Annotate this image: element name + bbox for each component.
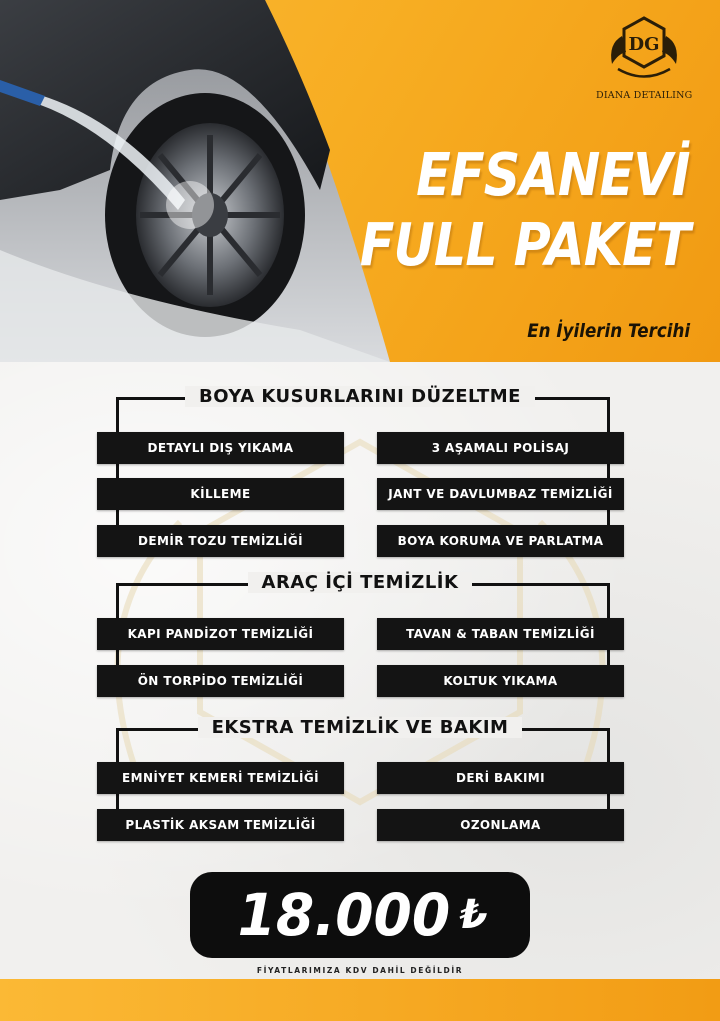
header-banner [0,0,720,362]
brand-name: DIANA DETAILING [596,90,693,101]
brand-logo [596,14,692,101]
service-item: KİLLEME [97,478,344,510]
service-item: PLASTİK AKSAM TEMİZLİĞİ [97,809,344,841]
section-title-extra-care: EKSTRA TEMİZLİK VE BAKIM [0,717,720,738]
service-item: DEMİR TOZU TEMİZLİĞİ [97,525,344,557]
service-item: DETAYLI DIŞ YIKAMA [97,432,344,464]
service-item: KAPI PANDİZOT TEMİZLİĞİ [97,618,344,650]
footer-bar [0,979,720,1021]
service-item: KOLTUK YIKAMA [377,665,624,697]
price-box [190,872,530,958]
service-item: EMNİYET KEMERİ TEMİZLİĞİ [97,762,344,794]
title-line-1: EFSANEVİ [416,140,690,209]
page-title [360,140,690,280]
currency-symbol: ₺ [459,892,488,938]
service-item: ÖN TORPİDO TEMİZLİĞİ [97,665,344,697]
section-title-paint-correction: BOYA KUSURLARINI DÜZELTME [0,386,720,407]
service-item: TAVAN & TABAN TEMİZLİĞİ [377,618,624,650]
diana-detailing-logo-icon [604,14,684,84]
section-title-interior-cleaning: ARAÇ İÇİ TEMİZLİK [0,572,720,593]
service-item: BOYA KORUMA VE PARLATMA [377,525,624,557]
service-item: DERİ BAKIMI [377,762,624,794]
price-amount: 18.000 [237,881,451,949]
service-item: JANT VE DAVLUMBAZ TEMİZLİĞİ [377,478,624,510]
service-item: 3 AŞAMALI POLİSAJ [377,432,624,464]
title-line-2: FULL PAKET [360,210,690,279]
subtitle: En İyilerin Tercihi [527,320,690,342]
service-item: OZONLAMA [377,809,624,841]
vat-disclaimer: FİYATLARIMIZA KDV DAHİL DEĞİLDİR [256,966,464,975]
svg-text:DG: DG [628,34,660,55]
